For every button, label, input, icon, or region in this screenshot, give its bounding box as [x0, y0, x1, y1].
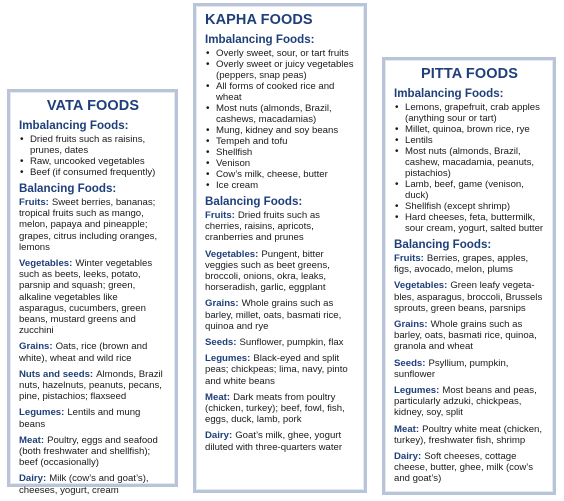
vata-imbalancing-heading: Imbalancing Foods:	[19, 119, 129, 132]
kapha-balancing-legumes	[205, 353, 356, 387]
list-item: • Dried fruits such as raisins, prunes, dates	[30, 134, 167, 156]
pitta-balancing-dairy	[394, 451, 545, 485]
category-label: Seeds:	[394, 357, 426, 369]
category-text: Whole grains such as barley, millet, oats, basmati rice, quinoa and rye	[205, 298, 342, 332]
category-text: Almonds, Brazil nuts, hazelnuts, peanuts, pecans, pine, pistachios; flaxseed	[19, 368, 163, 403]
kapha-title: KAPHA FOODS	[205, 12, 313, 28]
category-label: Dairy:	[19, 473, 47, 485]
pitta-balancing-vegetables	[394, 280, 545, 314]
pitta-imbalancing-list	[394, 102, 545, 234]
vata-balancing-legumes	[19, 407, 167, 429]
list-item: • Shellfish (except shrimp)	[405, 201, 545, 212]
kapha-balancing-meat	[205, 392, 356, 426]
vata-foods-card	[7, 89, 178, 496]
pitta-balancing-heading: Balancing Foods:	[394, 238, 492, 251]
pitta-balancing-fruits	[394, 253, 545, 275]
vata-balancing-meat	[19, 435, 167, 469]
category-label: Vegetables:	[19, 258, 73, 270]
category-label: Vegetables:	[205, 248, 259, 260]
list-item: • Shellfish	[216, 147, 356, 158]
category-text: Most beans and peas, particularly adzuki, chickpeas, kidney, soy, split	[394, 385, 537, 419]
list-item: • Beef (if consumed frequently)	[30, 167, 167, 178]
kapha-balancing-vegetables	[205, 249, 356, 294]
vata-balancing-vegetables	[19, 258, 167, 336]
category-label: Seeds:	[205, 337, 237, 349]
kapha-balancing-grains	[205, 298, 356, 332]
category-text: Goat’s milk, ghee, yogurt diluted with three-quarters water	[205, 430, 343, 453]
category-label: Legumes:	[205, 353, 251, 365]
category-label: Grains:	[205, 298, 239, 310]
category-label: Vegetables:	[394, 280, 448, 292]
category-text: Green leafy vegeta-bles, asparagus, broccoli, Brussels sprouts, green beans, parsnips	[394, 280, 543, 314]
category-label: Nuts and seeds:	[19, 368, 94, 380]
category-text: Winter vegetables such as beets, leeks, potato, parsnip and squash; green, alkaline vegetables like asparagus, cucumbers, green beans, mustard greens and zucchini	[19, 258, 153, 337]
pitta-balancing-legumes	[394, 385, 545, 419]
list-item: • Lemons, grapefruit, crab apples (anything sour or tart)	[405, 102, 545, 124]
list-item: • Lamb, beef, game (venison, duck)	[405, 179, 545, 201]
category-text: Milk (cow’s and goat’s), cheeses, yogurt, cream	[19, 473, 149, 496]
category-label: Fruits:	[394, 253, 424, 264]
category-text: Whole grains such as barley, oats, basmati rice, quinoa, granola and wheat	[394, 319, 537, 353]
list-item: • Cow’s milk, cheese, butter	[216, 169, 356, 180]
pitta-balancing-meat	[394, 424, 545, 446]
category-label: Grains:	[19, 341, 53, 353]
category-text: Sweet berries, bananas; tropical fruits such as mango, melon, papaya and pineapple; grapes, citrus including oranges, lemons	[19, 197, 158, 253]
list-item: • Most nuts (almonds, Brazil, cashew, macadamia, peanuts, pistachios)	[405, 146, 545, 179]
category-label: Fruits:	[205, 210, 235, 221]
category-text: Berries, grapes, apples, figs, avocado, melon, plums	[394, 253, 529, 276]
list-item: • All forms of cooked rice and wheat	[216, 81, 356, 103]
vata-balancing-grains	[19, 341, 167, 363]
category-label: Dairy:	[205, 430, 233, 442]
list-item: • Overly sweet, sour, or tart fruits	[216, 48, 356, 59]
category-text: Psyllium, pumpkin, sunflower	[394, 357, 509, 380]
category-label: Legumes:	[19, 407, 65, 419]
category-label: Dairy:	[394, 451, 422, 463]
category-text: Pungent, bitter veggies such as beet greens, broccoli, onions, okra, leaks, horseradish, garlic, eggplant	[205, 248, 330, 294]
vata-balancing-heading: Balancing Foods:	[19, 182, 117, 195]
kapha-foods-card	[193, 3, 367, 493]
category-text: Dark meats from poultry (chicken, turkey); beef, fowl, fish, eggs, duck, lamb, pork	[205, 391, 345, 426]
kapha-balancing-fruits	[205, 210, 356, 244]
list-item: • Hard cheeses, feta, buttermilk, sour cream, yogurt, salted butter	[405, 212, 545, 234]
list-item: • Most nuts (almonds, Brazil, cashews, macadamias)	[216, 103, 356, 125]
category-text: Lentils and mung beans	[19, 407, 141, 430]
list-item: • Lentils	[405, 135, 545, 146]
kapha-balancing-heading: Balancing Foods:	[205, 195, 303, 208]
category-label: Grains:	[394, 319, 428, 331]
vata-balancing-fruits	[19, 197, 167, 253]
category-text: Black-eyed and split peas; chickpeas; lima, navy, pinto and white beans	[205, 353, 348, 387]
kapha-imbalancing-heading: Imbalancing Foods:	[205, 33, 315, 46]
kapha-balancing-seeds	[205, 337, 356, 348]
category-text: Sunflower, pumpkin, flax	[239, 337, 344, 349]
category-label: Meat:	[205, 391, 231, 403]
category-label: Legumes:	[394, 385, 440, 397]
category-text: Soft cheeses, cottage cheese, butter, ghee, milk (cow’s and goat’s)	[394, 451, 534, 485]
pitta-balancing-grains	[394, 319, 545, 353]
pitta-title: PITTA FOODS	[421, 66, 518, 82]
pitta-balancing-seeds	[394, 358, 545, 380]
vata-title: VATA FOODS	[46, 98, 140, 114]
list-item: • Tempeh and tofu	[216, 136, 356, 147]
list-item: • Ice cream	[216, 180, 356, 191]
list-item: • Overly sweet or juicy vegetables (peppers, snap peas)	[216, 59, 356, 81]
category-label: Meat:	[19, 434, 45, 446]
category-text: Poultry, eggs and seafood (both freshwater and shellfish); beef (occasionally)	[19, 434, 158, 469]
category-text: Dried fruits such as cherries, raisins, apricots, cranberries and prunes	[205, 210, 320, 244]
list-item: • Mung, kidney and soy beans	[216, 125, 356, 136]
pitta-foods-card	[382, 57, 556, 495]
list-item: • Millet, quinoa, brown rice, rye	[405, 124, 545, 135]
vata-balancing-nuts-seeds	[19, 369, 167, 403]
category-text: Poultry white meat (chicken, turkey), freshwater fish, shrimp	[394, 423, 543, 446]
vata-balancing-dairy	[19, 473, 167, 495]
vata-imbalancing-list	[19, 134, 167, 178]
category-text: Oats, rice (brown and white), wheat and wild rice	[19, 341, 148, 364]
list-item: • Venison	[216, 158, 356, 169]
kapha-balancing-dairy	[205, 430, 356, 452]
category-label: Meat:	[394, 423, 420, 435]
category-label: Fruits:	[19, 197, 49, 208]
kapha-imbalancing-list	[205, 48, 356, 191]
pitta-imbalancing-heading: Imbalancing Foods:	[394, 87, 504, 100]
list-item: • Raw, uncooked vegetables	[30, 156, 167, 167]
